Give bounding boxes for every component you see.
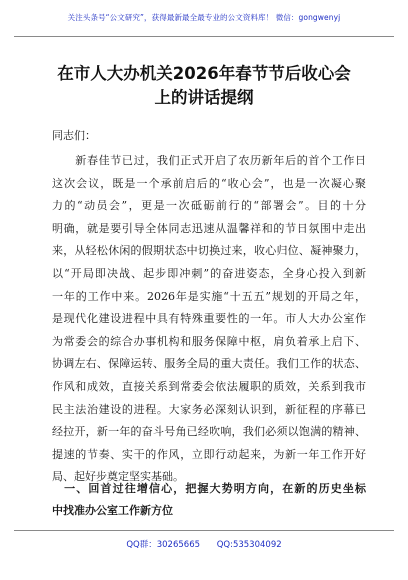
body-line: 协调左右、保障运转、服务全局的重大责任。我们工作的状态、 <box>52 357 366 371</box>
salutation: 同志们： <box>52 129 96 142</box>
body-paragraph <box>52 150 366 489</box>
body-line: 民主法治建设的进程。大家务必深刻认识到，新征程的序幕已 <box>52 402 366 416</box>
header-promo-note: 关注头条号“公文研究”，获得最新最全最专业的公文资料库！ 微信：gongwenyj <box>67 13 341 22</box>
heading-line: 一、回首过往增信心，把握大势明方向，在新的历史坐标 <box>52 482 366 495</box>
body-line: 为常委会的综合办事机构和服务保障中枢，肩负着承上启下、 <box>52 334 366 348</box>
qq-group-number: QQ群：30265665 <box>126 540 201 550</box>
header-divider <box>14 36 394 37</box>
title-line: 在市人大办机关2026年春节节后收心会 <box>57 64 351 83</box>
body-line: 力的“动员会”，更是一次砥砺前行的“部署会”。目的十分 <box>52 199 366 213</box>
body-line: 新春佳节已过，我们正式开启了农历新年后的首个工作日 <box>52 154 366 167</box>
body-line: 以“开局即决战、起步即冲刺”的奋进姿态，全身心投入到新 <box>52 266 366 280</box>
body-line: 提速的节奏、实干的作风，立即行动起来，为新一年工作开好 <box>52 447 366 461</box>
page-footer <box>14 530 394 580</box>
body-line: 这次会议，既是一个承前启后的“收心会”，也是一次凝心聚 <box>52 176 366 190</box>
qq-number: QQ:535304092 <box>216 540 282 550</box>
page-header <box>0 0 408 46</box>
section-heading <box>52 478 366 522</box>
body-line: 经拉开，新一年的奋斗号角已经吹响，我们必须以饱满的精神、 <box>52 425 366 439</box>
document-title <box>30 62 378 110</box>
heading-line: 中找准办公室工作新方位 <box>52 504 173 517</box>
body-line: 作风和成效，直接关系到常委会依法履职的质效，关系到我市 <box>52 379 366 393</box>
body-line: 明确，就是要引导全体同志迅速从温馨祥和的节日氛围中走出 <box>52 221 366 235</box>
body-line: 局、起好步奠定坚实基础。 <box>52 470 184 484</box>
footer-divider <box>14 530 394 531</box>
footer-contacts <box>14 538 394 550</box>
body-line: 一年的工作中来。2026年是实施“十五五”规划的开局之年， <box>52 289 366 303</box>
body-line: 是现代化建设进程中具有特殊重要性的一年。市人大办公室作 <box>52 312 366 326</box>
body-line: 来，从轻松休闲的假期状态中切换过来，收心归位、凝神聚力， <box>52 244 366 258</box>
title-line: 上的讲话提纲 <box>154 88 254 107</box>
